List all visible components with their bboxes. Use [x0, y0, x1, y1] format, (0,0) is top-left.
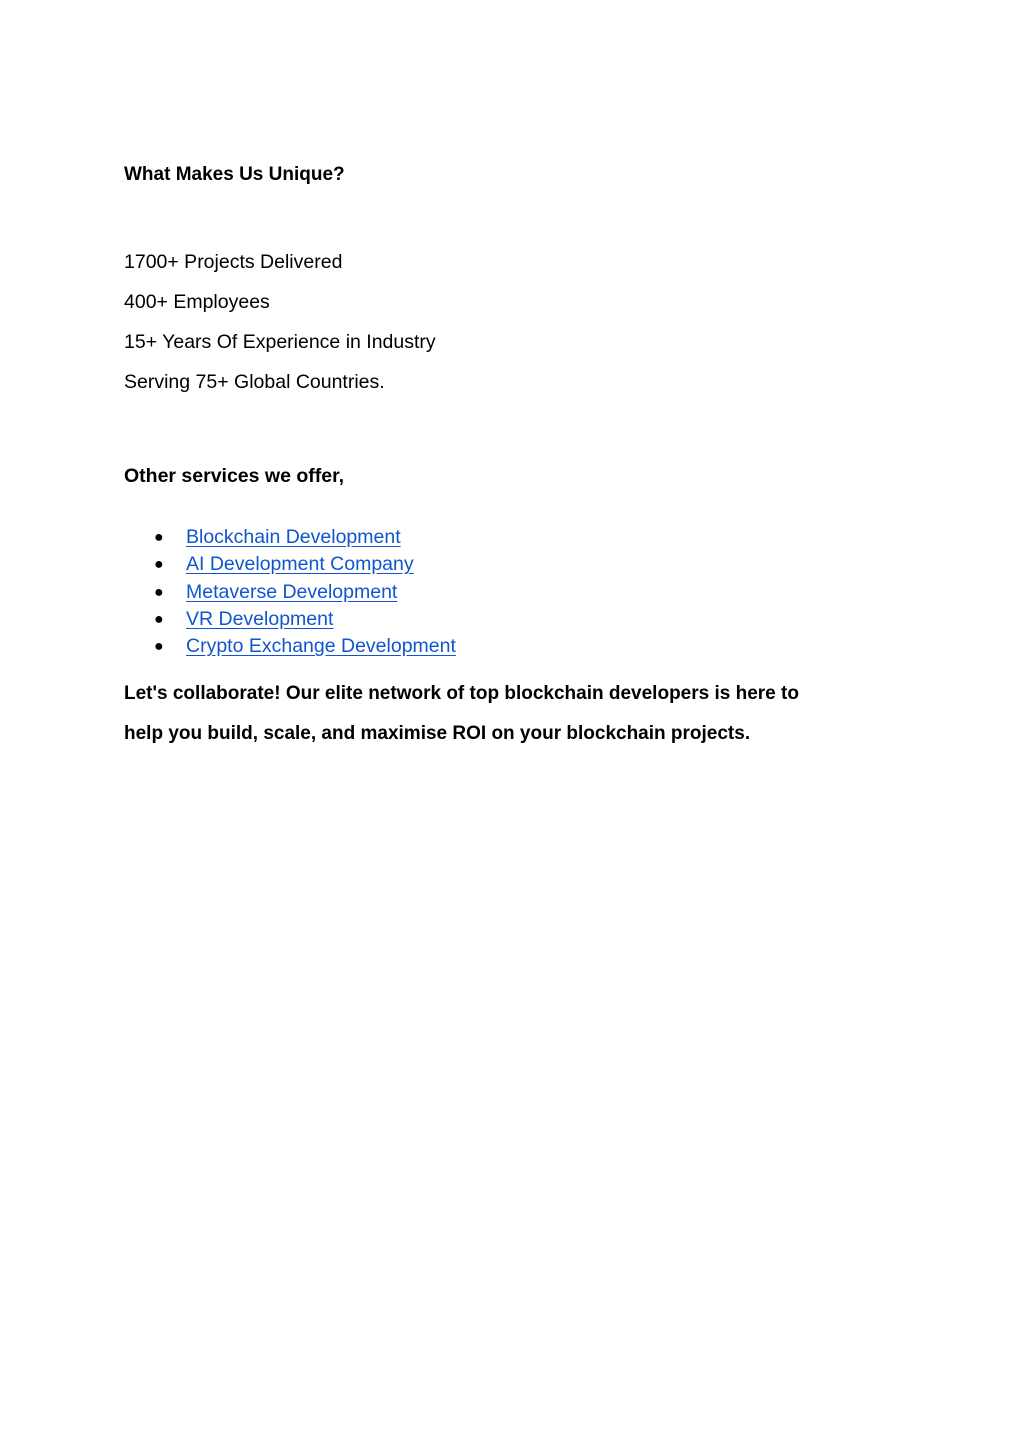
- services-heading: Other services we offer,: [124, 465, 345, 487]
- bullet-icon: ●: [154, 529, 164, 546]
- bullet-icon: ●: [154, 583, 164, 601]
- link-ai-development-company[interactable]: AI Development Company: [186, 553, 414, 576]
- unique-heading: What Makes Us Unique?: [124, 164, 345, 185]
- collaborate-line-2: help you build, scale, and maximise ROI on your blockchain projects.: [124, 723, 751, 744]
- collaborate-line-1: Let's collaborate! Our elite network of top blockchain developers is here to: [124, 683, 799, 704]
- link-crypto-exchange-development[interactable]: Crypto Exchange Development: [186, 635, 456, 658]
- link-vr-development[interactable]: VR Development: [186, 607, 334, 630]
- stat-employees: 400+ Employees: [124, 291, 270, 313]
- bullet-icon: ●: [154, 556, 164, 574]
- stat-projects: 1700+ Projects Delivered: [124, 251, 343, 273]
- bullet-icon: ●: [154, 610, 164, 628]
- bullet-icon: ●: [154, 638, 164, 656]
- stat-countries: Serving 75+ Global Countries.: [124, 371, 385, 393]
- collaborate-paragraph: [124, 674, 799, 754]
- link-metaverse-development[interactable]: Metaverse Development: [186, 580, 398, 603]
- link-blockchain-development[interactable]: Blockchain Development: [186, 526, 401, 548]
- stats-list: [124, 242, 436, 402]
- stat-experience: 15+ Years Of Experience in Industry: [124, 331, 436, 353]
